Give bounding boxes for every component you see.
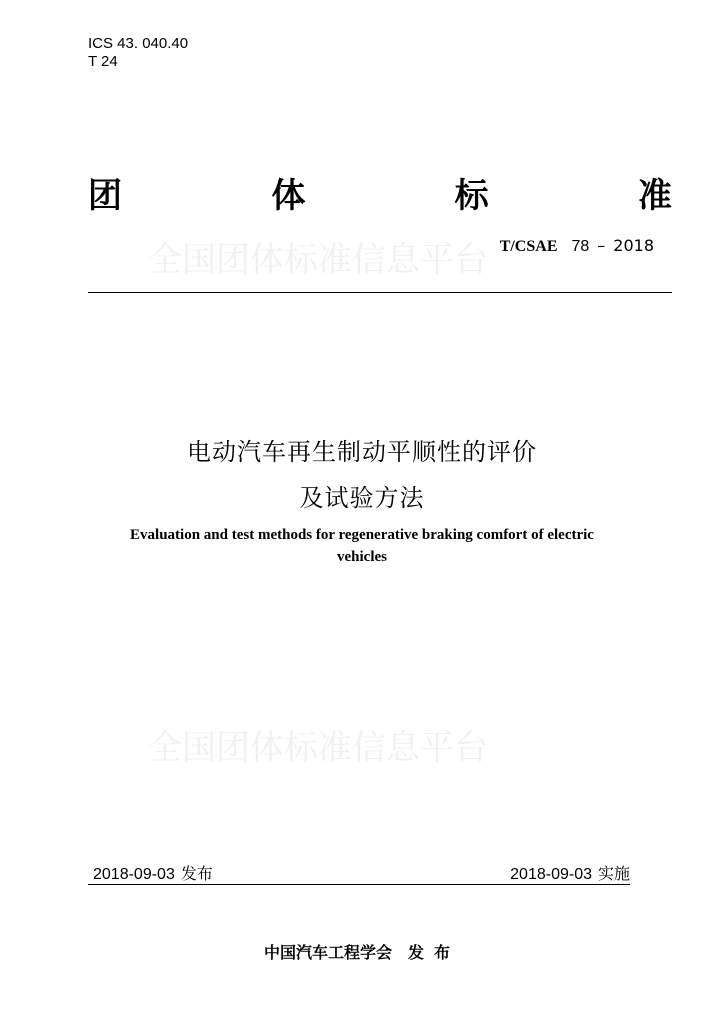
- ccs-code: T 24: [88, 53, 118, 70]
- implementation-date: [510, 861, 630, 884]
- issue-date-label: 发布: [180, 864, 213, 883]
- implementation-date-value: 2018-09-03: [510, 866, 592, 883]
- watermark-middle: 全国团体标准信息平台: [148, 728, 488, 768]
- publisher: [0, 940, 724, 963]
- header-divider: [88, 292, 672, 293]
- document-type-char: 标: [454, 175, 489, 216]
- standard-prefix: T/CSAE: [499, 238, 558, 255]
- footer-divider: [88, 884, 630, 885]
- document-type-char: 准: [637, 175, 672, 216]
- title-chinese-line-1: 电动汽车再生制动平顺性的评价: [187, 438, 537, 466]
- standard-code: 78: [571, 238, 590, 255]
- issue-date-value: 2018-09-03: [93, 866, 175, 883]
- standard-dash: –: [597, 236, 606, 255]
- document-type-title: [88, 170, 672, 214]
- title-english-line-1: Evaluation and test methods for regenerative braking comfort of electric: [130, 527, 594, 543]
- publisher-name: 中国汽车工程学会: [263, 943, 392, 962]
- title-chinese-line-2: 及试验方法: [299, 484, 425, 512]
- standard-year: 2018: [613, 236, 654, 255]
- document-type-char: 团: [88, 175, 122, 216]
- ics-code: ICS 43. 040.40: [88, 35, 189, 52]
- issue-date: [93, 861, 213, 884]
- document-type-char: 体: [271, 175, 306, 216]
- implementation-date-label: 实施: [597, 864, 630, 883]
- watermark-top: 全国团体标准信息平台: [148, 240, 488, 280]
- publisher-action: 发布: [408, 943, 461, 962]
- title-english-line-2: vehicles: [337, 549, 387, 565]
- standard-number: [500, 236, 654, 256]
